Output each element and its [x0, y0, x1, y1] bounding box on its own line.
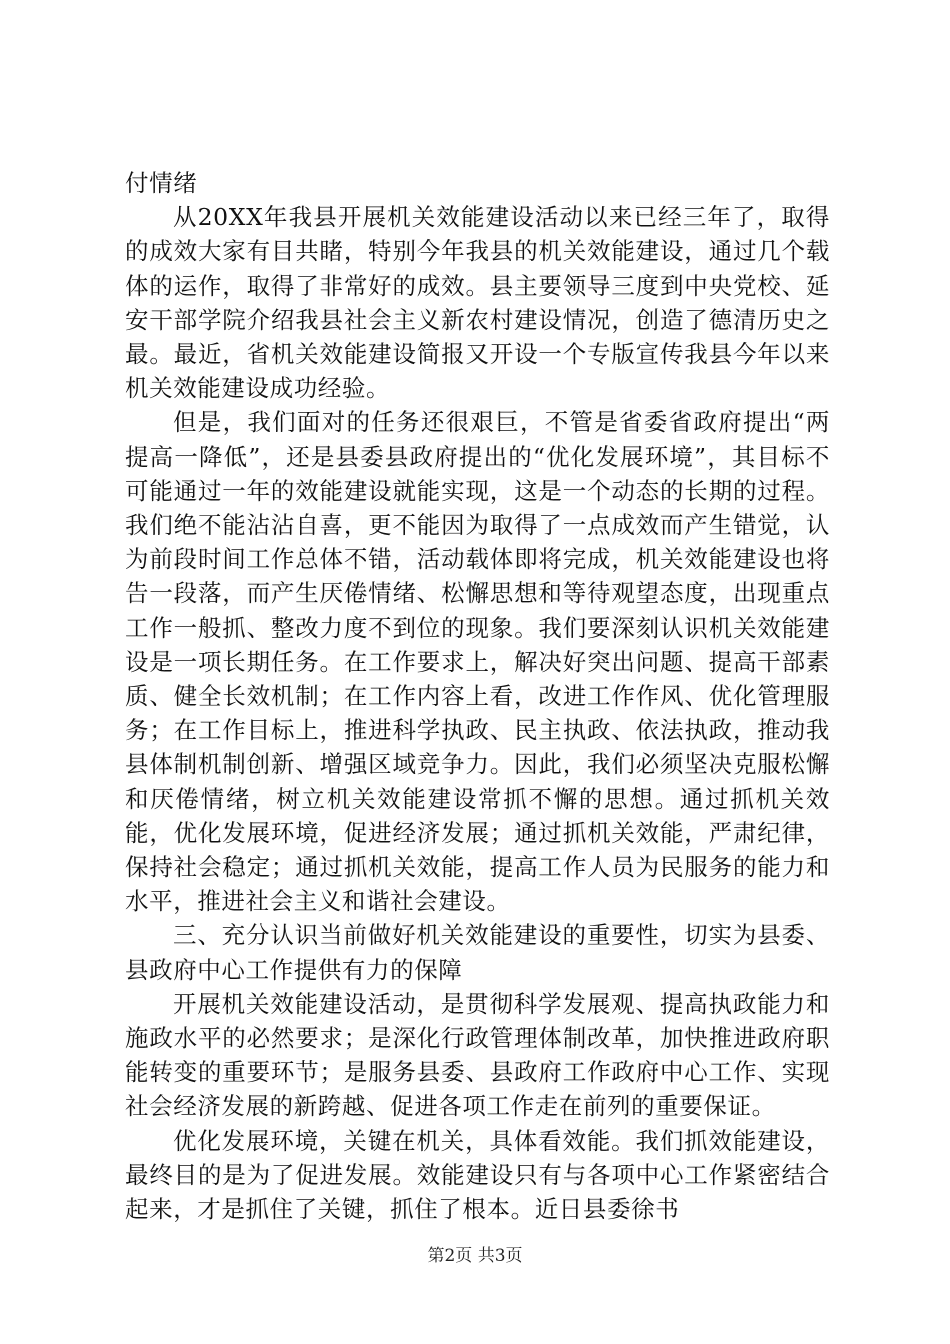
paragraph-environment: 优化发展环境，关键在机关，具体看效能。我们抓效能建设，最终目的是为了促进发展。效能建设只有与各项中心工作紧密结合起来，才是抓住了关键，抓住了根本。近日县委徐书 — [125, 1126, 830, 1224]
section-heading-three: 三、充分认识当前做好机关效能建设的重要性，切实为县委、县政府中心工作提供有力的保障 — [125, 921, 830, 984]
paragraph-continuation: 付情绪 — [125, 169, 198, 197]
paragraph-achievements: 从20XX年我县开展机关效能建设活动以来已经三年了，取得的成效大家有目共睹，特别今年我县的机关效能建设，通过几个载体的运作，取得了非常好的成效。县主要领导三度到中央党校、延安干部学院介绍我县社会主义新农村建设情况，创造了德清历史之最。最近，省机关效能建设简报又开设一个专版宣传我县今年以来机关效能建设成功经验。 — [125, 203, 830, 403]
page-number-footer: 第2页 共3页 — [427, 1246, 523, 1266]
paragraph-importance: 开展机关效能建设活动，是贯彻科学发展观、提高执政能力和施政水平的必然要求；是深化行政管理体制改革，加快推进政府职能转变的重要环节；是服务县委、县政府工作政府中心工作、实现社会经济发展的新跨越、促进各项工作走在前列的重要保证。 — [125, 989, 830, 1121]
paragraph-challenges: 但是，我们面对的任务还很艰巨，不管是省委省政府提出“两提高一降低”，还是县委县政府提出的“优化发展环境”，其目标不可能通过一年的效能建设就能实现，这是一个动态的长期的过程。我们绝不能沾沾自喜，更不能因为取得了一点成效而产生错觉，认为前段时间工作总体不错，活动载体即将完成，机关效能建设也将告一段落，而产生厌倦情绪、松懈思想和等待观望态度，出现重点工作一般抓、整改力度不到位的现象。我们要深刻认识机关效能建设是一项长期任务。在工作要求上，解决好突出问题、提高干部素质、健全长效机制；在工作内容上看，改进工作作风、优化管理服务；在工作目标上，推进科学执政、民主执政、依法执政，推动我县体制机制创新、增强区域竞争力。因此，我们必须坚决克服松懈和厌倦情绪，树立机关效能建设常抓不懈的思想。通过抓机关效能，优化发展环境，促进经济发展；通过抓机关效能，严肃纪律，保持社会稳定；通过抓机关效能，提高工作人员为民服务的能力和水平，推进社会主义和谐社会建设。 — [125, 408, 830, 916]
document-body — [125, 166, 830, 1226]
